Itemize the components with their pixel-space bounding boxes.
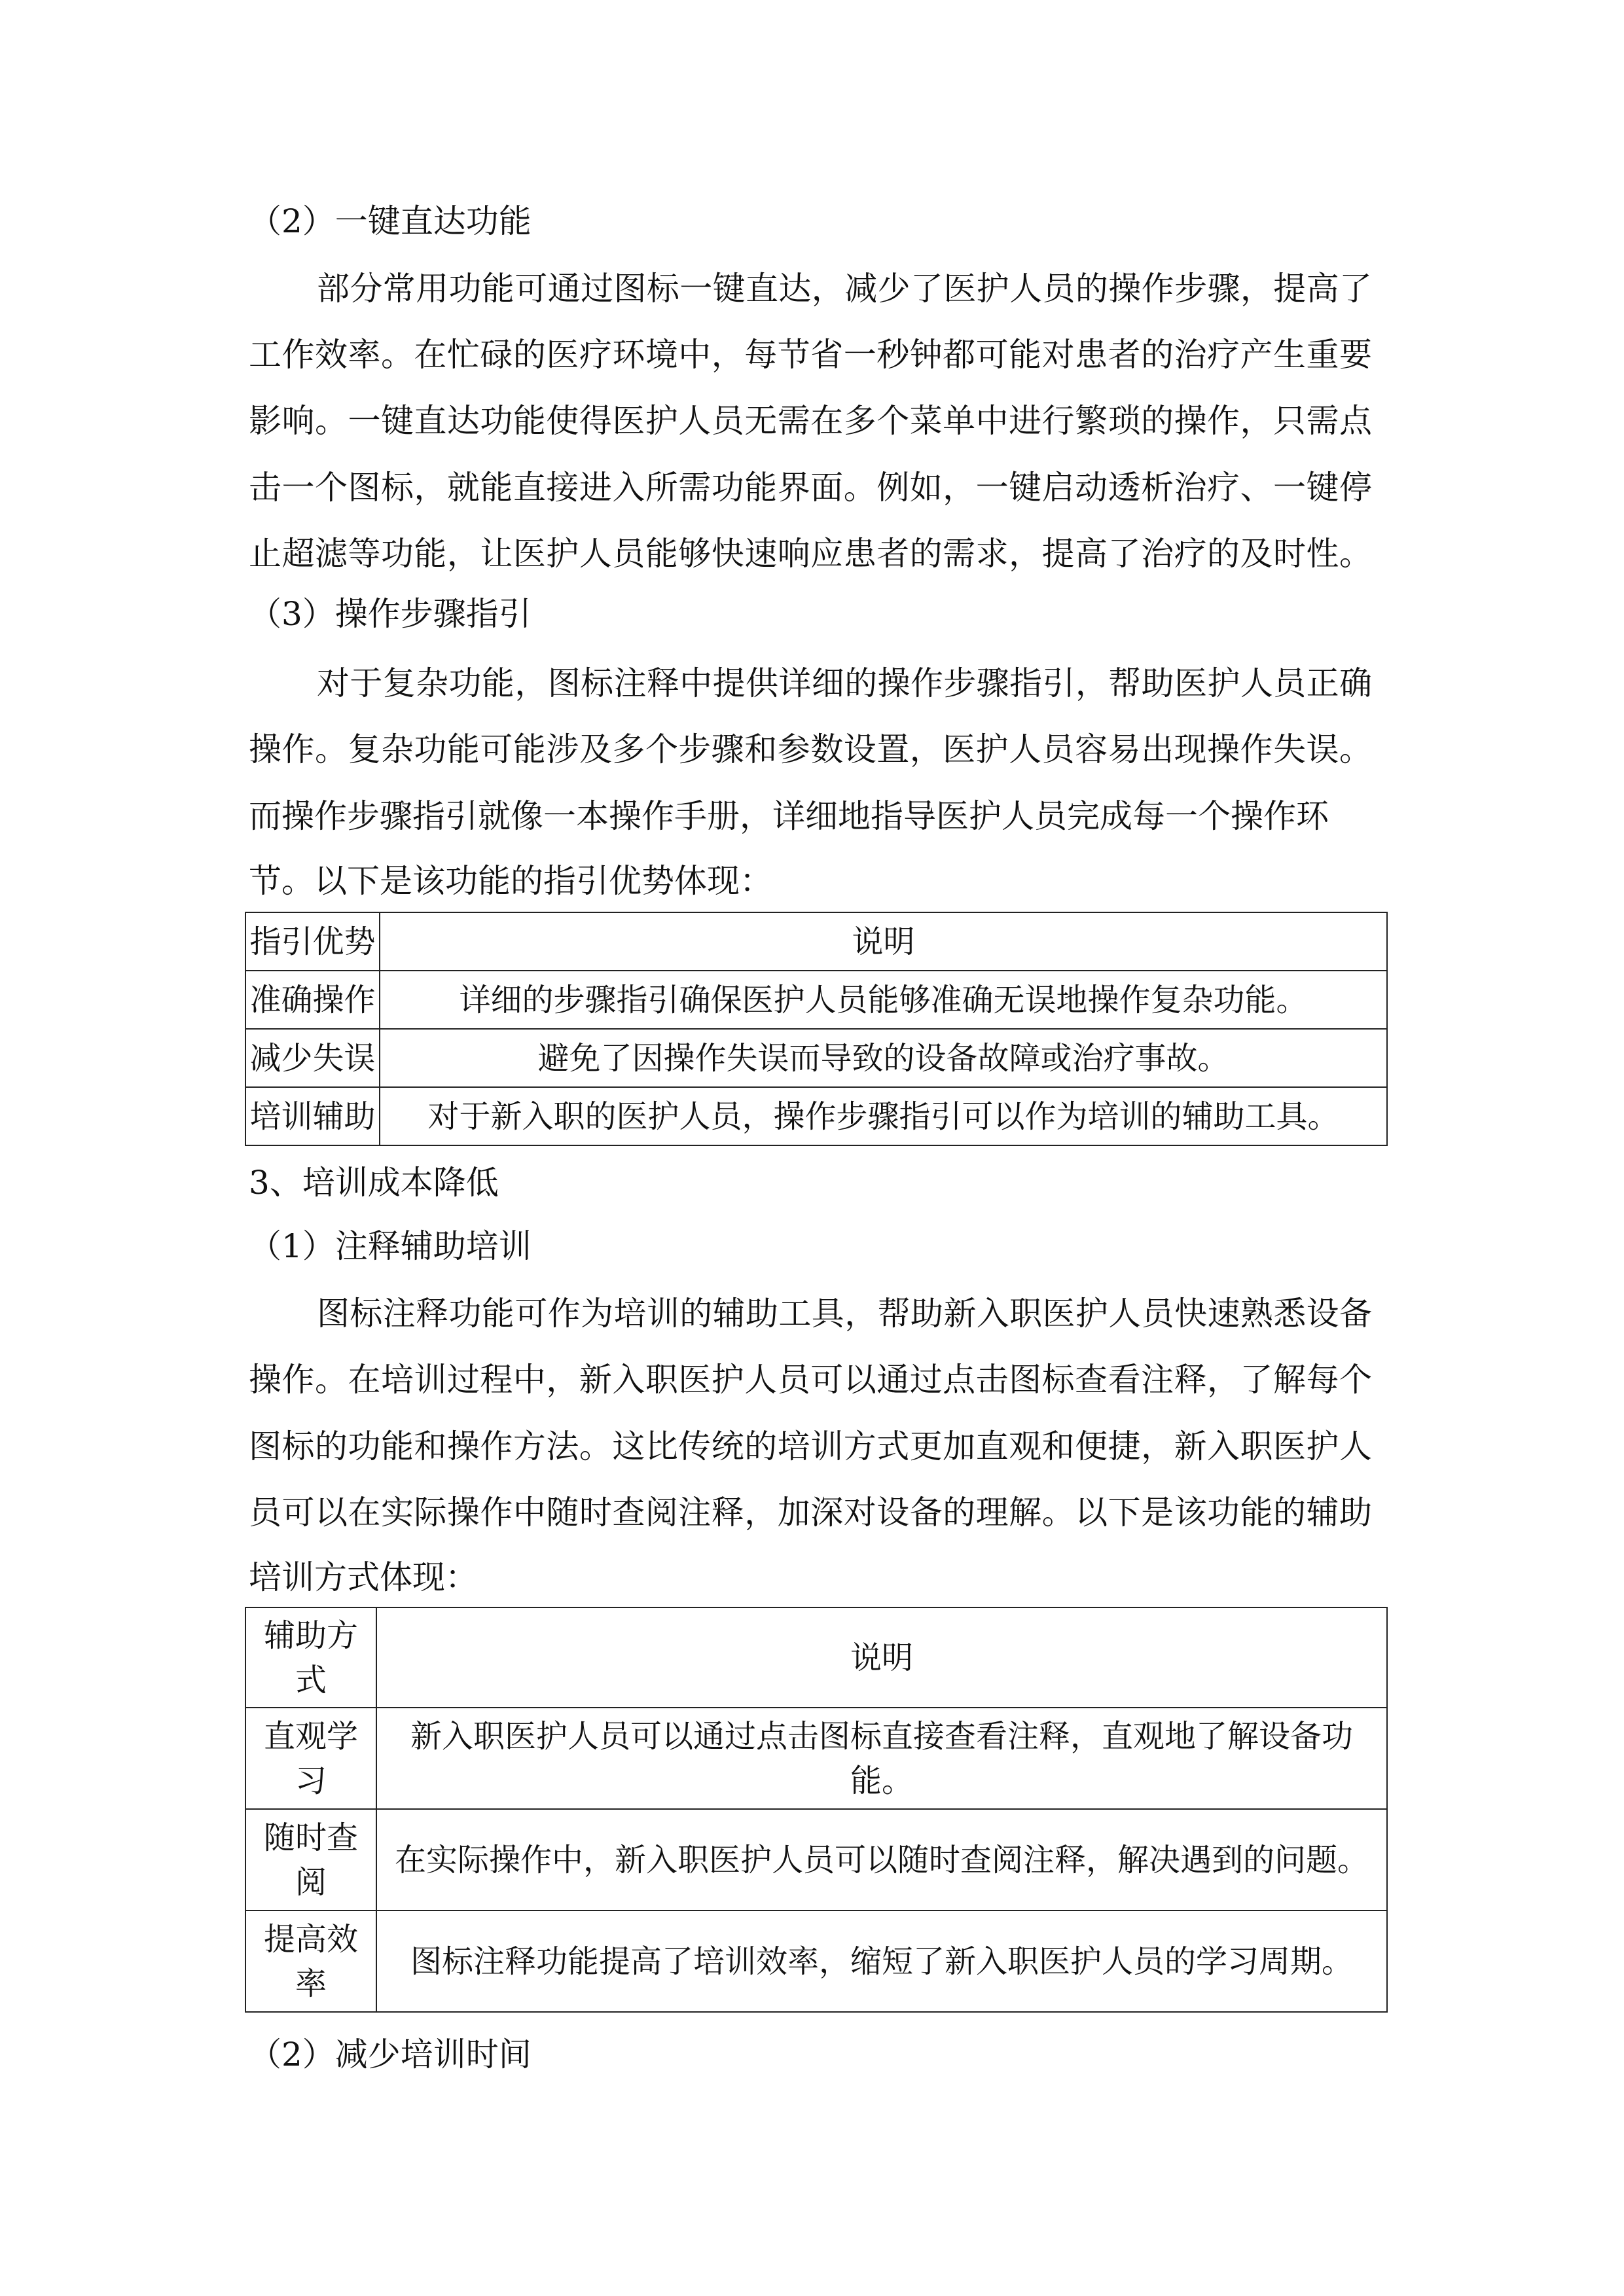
paragraph-line: 操作。在培训过程中，新入职医护人员可以通过点击图标查看注释，了解每个 <box>249 1361 1372 1399</box>
paragraph-line: 图标注释功能可作为培训的辅助工具，帮助新入职医护人员快速熟悉设备 <box>317 1295 1372 1333</box>
paragraph-line: 对于复杂功能，图标注释中提供详细的操作步骤指引，帮助医护人员正确 <box>317 664 1372 702</box>
paragraph-line: 图标的功能和操作方法。这比传统的培训方式更加直观和便捷，新入职医护人 <box>249 1427 1372 1465</box>
section-heading-training-cost: 3、培训成本降低 <box>249 1164 499 1202</box>
table-row <box>245 1708 1387 1809</box>
table-row <box>245 1029 1387 1087</box>
paragraph-line: 培训方式体现： <box>249 1558 478 1596</box>
table-header-row <box>245 1607 1387 1708</box>
paragraph-line: 部分常用功能可通过图标一键直达，减少了医护人员的操作步骤，提高了 <box>317 270 1372 308</box>
table-cell: 在实际操作中，新入职医护人员可以随时查阅注释，解决遇到的问题。 <box>376 1809 1387 1910</box>
table-cell: 提高效率 <box>245 1910 376 2012</box>
heading-annotation-training: （1）注释辅助培训 <box>249 1227 532 1265</box>
heading-reduce-training-time: （2）减少培训时间 <box>249 2036 532 2073</box>
table-header-cell: 说明 <box>380 912 1387 971</box>
paragraph-line: 影响。一键直达功能使得医护人员无需在多个菜单中进行繁琐的操作，只需点 <box>249 402 1372 440</box>
table-row <box>245 1910 1387 2012</box>
paragraph-line: 止超滤等功能，让医护人员能够快速响应患者的需求，提高了治疗的及时性。 <box>249 535 1372 573</box>
table-cell: 对于新入职的医护人员，操作步骤指引可以作为培训的辅助工具。 <box>380 1087 1387 1145</box>
heading-one-click-access: （2）一键直达功能 <box>249 202 532 240</box>
table-cell: 新入职医护人员可以通过点击图标直接查看注释，直观地了解设备功能。 <box>376 1708 1387 1809</box>
table-cell: 减少失误 <box>245 1029 380 1087</box>
table-row <box>245 1809 1387 1910</box>
paragraph-line: 工作效率。在忙碌的医疗环境中，每节省一秒钟都可能对患者的治疗产生重要 <box>249 336 1372 374</box>
table-cell: 直观学习 <box>245 1708 376 1809</box>
table-header-row <box>245 912 1387 971</box>
table-cell: 培训辅助 <box>245 1087 380 1145</box>
heading-step-guide: （3）操作步骤指引 <box>249 595 532 633</box>
paragraph-line: 节。以下是该功能的指引优势体现： <box>249 862 772 900</box>
table-cell: 详细的步骤指引确保医护人员能够准确无误地操作复杂功能。 <box>380 971 1387 1029</box>
table-row <box>245 1087 1387 1145</box>
training-methods-table <box>245 1607 1388 2013</box>
paragraph-line: 击一个图标，就能直接进入所需功能界面。例如，一键启动透析治疗、一键停 <box>249 469 1372 507</box>
table-row <box>245 971 1387 1029</box>
table-cell: 准确操作 <box>245 971 380 1029</box>
table-header-cell: 指引优势 <box>245 912 380 971</box>
table-cell: 随时查阅 <box>245 1809 376 1910</box>
guide-advantages-table <box>245 912 1388 1146</box>
paragraph-line: 员可以在实际操作中随时查阅注释，加深对设备的理解。以下是该功能的辅助 <box>249 1494 1372 1532</box>
table-header-cell: 辅助方式 <box>245 1607 376 1708</box>
table-cell: 避免了因操作失误而导致的设备故障或治疗事故。 <box>380 1029 1387 1087</box>
paragraph-line: 操作。复杂功能可能涉及多个步骤和参数设置，医护人员容易出现操作失误。 <box>249 730 1372 768</box>
table-header-cell: 说明 <box>376 1607 1387 1708</box>
paragraph-line: 而操作步骤指引就像一本操作手册，详细地指导医护人员完成每一个操作环 <box>249 797 1329 835</box>
table-cell: 图标注释功能提高了培训效率，缩短了新入职医护人员的学习周期。 <box>376 1910 1387 2012</box>
